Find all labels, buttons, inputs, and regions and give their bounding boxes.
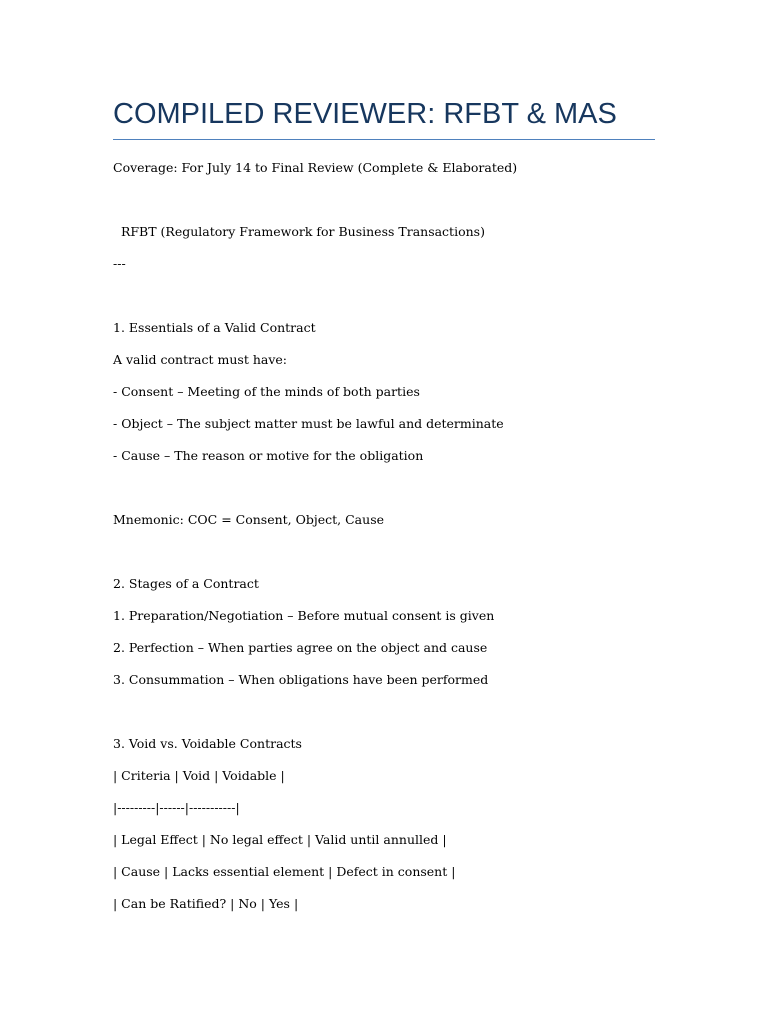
table-row: | Can be Ratified? | No | Yes | [113,896,299,911]
mnemonic-line: Mnemonic: COC = Consent, Object, Cause [113,512,385,527]
table-separator-row: |---------|------|-----------| [113,800,240,815]
document-title: COMPILED REVIEWER: RFBT & MAS [113,98,617,130]
topic-heading-valid-contract: 1. Essentials of a Valid Contract [113,320,316,335]
list-item: 3. Consummation – When obligations have been performed [113,672,489,687]
topic-intro: A valid contract must have: [113,352,287,367]
list-item: 2. Perfection – When parties agree on the object and cause [113,640,488,655]
topic-heading-void-voidable: 3. Void vs. Voidable Contracts [113,736,302,751]
separator-line: --- [113,256,126,271]
table-row: | Cause | Lacks essential element | Defect in consent | [113,864,456,879]
topic-heading-stages: 2. Stages of a Contract [113,576,259,591]
list-item: - Consent – Meeting of the minds of both parties [113,384,420,399]
coverage-line: Coverage: For July 14 to Final Review (Complete & Elaborated) [113,160,518,175]
list-item: - Cause – The reason or motive for the obligation [113,448,424,463]
section-heading-rfbt: RFBT (Regulatory Framework for Business Transactions) [113,224,485,239]
title-underline [113,139,655,140]
list-item: 1. Preparation/Negotiation – Before mutual consent is given [113,608,495,623]
list-item: - Object – The subject matter must be lawful and determinate [113,416,504,431]
table-row: | Legal Effect | No legal effect | Valid until annulled | [113,832,447,847]
table-header-row: | Criteria | Void | Voidable | [113,768,285,783]
